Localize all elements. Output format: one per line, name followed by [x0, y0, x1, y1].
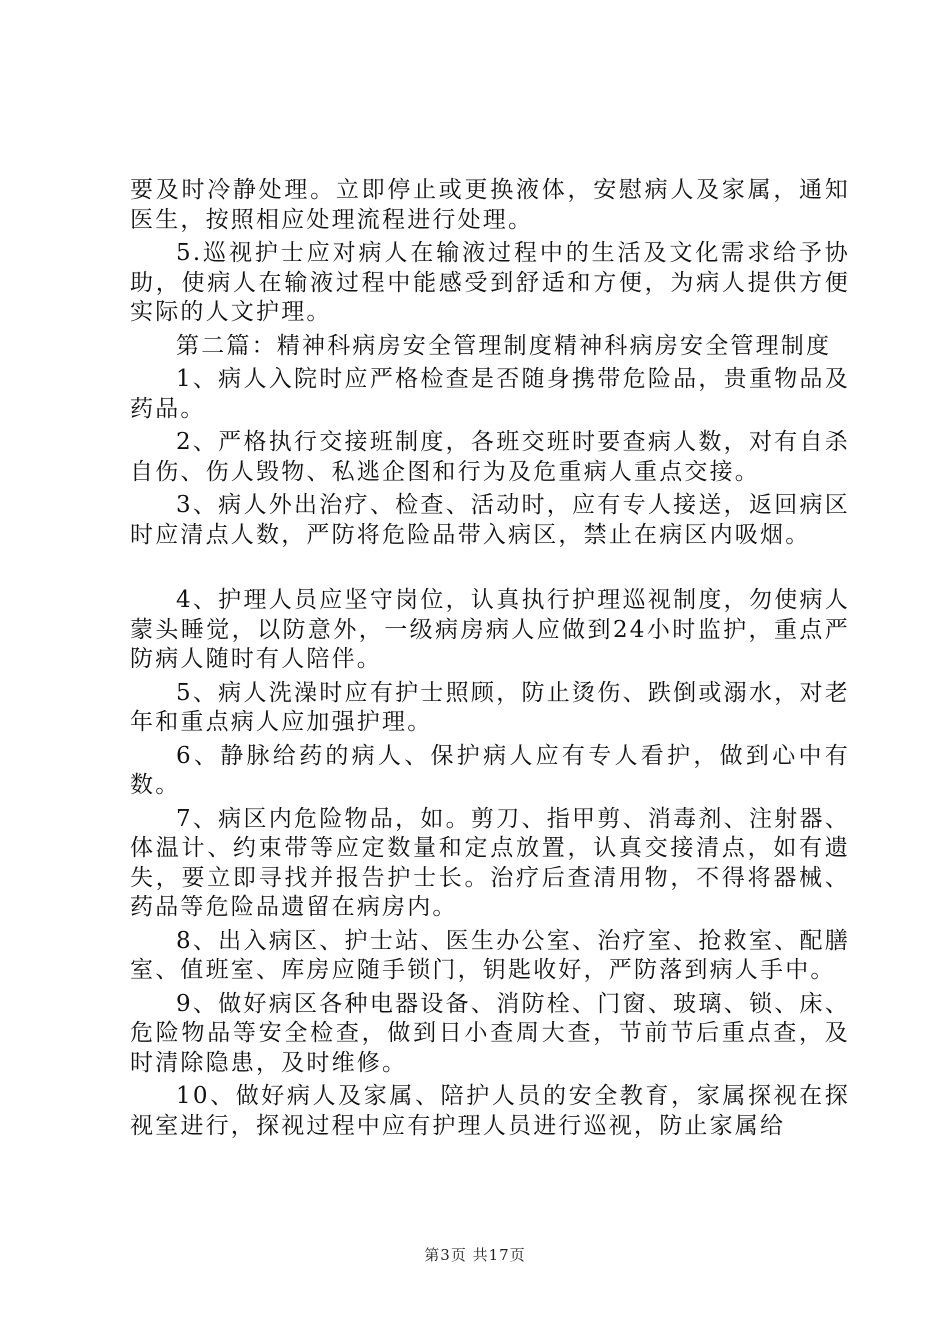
paragraph-item-2: 2、严格执行交接班制度，各班交班时要查病人数，对有自杀自伤、伤人毁物、私逃企图和行为及危重病人重点交接。: [130, 429, 850, 485]
paragraph-continuation: 要及时冷静处理。立即停止或更换液体，安慰病人及家属，通知医生，按照相应处理流程进行处理。: [130, 177, 850, 233]
page-number-footer: 第3页 共17页: [424, 1246, 526, 1264]
document-body: [130, 176, 850, 1145]
section-heading: 第二篇：精神科病房安全管理制度精神科病房安全管理制度: [176, 332, 832, 359]
paragraph-item-4: 4、护理人员应坚守岗位，认真执行护理巡视制度，勿使病人蒙头睡觉，以防意外，一级病房病人应做到24小时监护，重点严防病人随时有人陪伴。: [130, 587, 850, 672]
paragraph-item-8: 8、出入病区、护士站、医生办公室、治疗室、抢救室、配膳室、值班室、库房应随手锁门，钥匙收好，严防落到病人手中。: [130, 927, 850, 983]
paragraph-item-5-infusion: 5.巡视护士应对病人在输液过程中的生活及文化需求给予协助，使病人在输液过程中能感受到舒适和方便，为病人提供方便实际的人文护理。: [130, 240, 850, 325]
paragraph-item-1: 1、病人入院时应严格检查是否随身携带危险品，贵重物品及药品。: [130, 366, 850, 422]
paragraph-item-10: 10、做好病人及家属、陪护人员的安全教育，家属探视在探视室进行，探视过程中应有护理人员进行巡视，防止家属给: [130, 1083, 850, 1139]
paragraph-item-5: 5、病人洗澡时应有护士照顾，防止烫伤、跌倒或溺水，对老年和重点病人应加强护理。: [130, 679, 850, 735]
paragraph-item-6: 6、静脉给药的病人、保护病人应有专人看护，做到心中有数。: [130, 742, 850, 798]
paragraph-item-3: 3、病人外出治疗、检查、活动时，应有专人接送，返回病区时应清点人数，严防将危险品带入病区，禁止在病区内吸烟。: [130, 492, 850, 548]
paragraph-item-9: 9、做好病区各种电器设备、消防栓、门窗、玻璃、锁、床、危险物品等安全检查，做到日小查周大查，节前节后重点查，及时清除隐患，及时维修。: [130, 990, 850, 1076]
paragraph-item-7: 7、病区内危险物品，如。剪刀、指甲剪、消毒剂、注射器、体温计、约束带等应定数量和定点放置，认真交接清点，如有遗失，要立即寻找并报告护士长。治疗后查清用物，不得将器械、药品等危险品遗留在病房内。: [130, 805, 850, 920]
